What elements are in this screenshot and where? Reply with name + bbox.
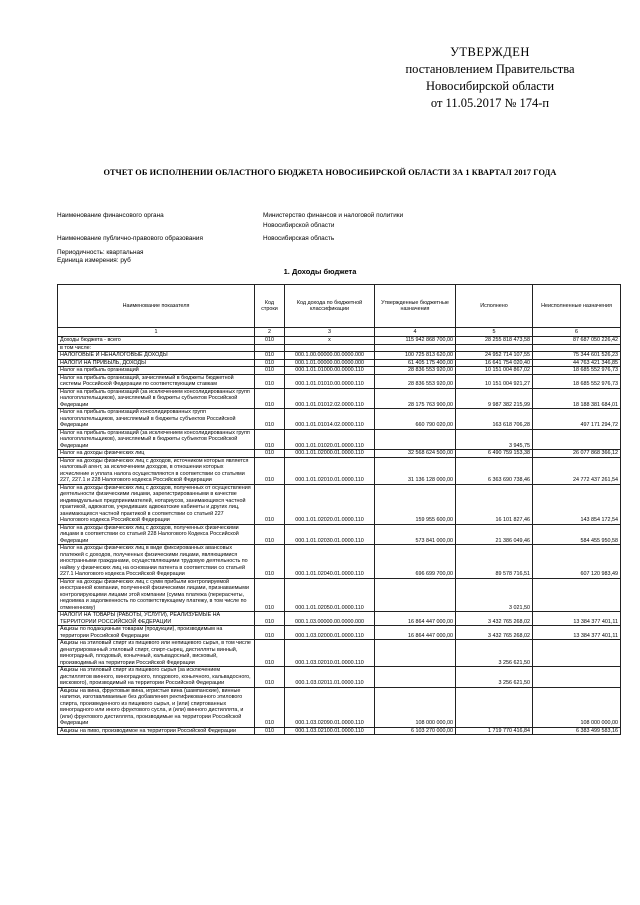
cell-executed: 163 618 706,28 — [456, 409, 533, 430]
cell-approved: 28 175 763 900,00 — [375, 388, 456, 409]
cell-name: Налог на доходы физических лиц в виде фиксированных авансовых платежей с доходов, полученных физическими лицами, являющимися иностранными гражданами, осуществляющими трудовую деятельность по найму у физических лиц на основании патента в соответствии со статьей 227.1 Налогового кодекса Российской Федерации — [58, 545, 255, 579]
cell-remaining: 13 384 377 401,11 — [533, 626, 621, 640]
cell-approved — [375, 578, 456, 612]
cell-line-code: 010 — [255, 337, 285, 345]
cell-remaining — [533, 640, 621, 667]
table-row — [58, 578, 621, 612]
cell-remaining: 87 687 050 226,42 — [533, 337, 621, 345]
cell-remaining: 13 384 377 401,11 — [533, 612, 621, 626]
cell-approved: 660 790 020,00 — [375, 409, 456, 430]
cell-name: Налог на прибыль организаций (за исключением консолидированных групп налогоплательщиков), зачисляемый в бюджеты субъектов Российской Федерации — [58, 429, 255, 450]
table-row — [58, 337, 621, 345]
table-row — [58, 687, 621, 727]
cell-name: Акцизы по подакцизным товарам (продукции), производимым на территории Российской Федерации — [58, 626, 255, 640]
section-title: 1. Доходы бюджета — [283, 267, 357, 276]
cell-income-code: 000.1.01.02040.01.0000.110 — [285, 545, 375, 579]
cell-executed: 21 386 049,46 — [456, 524, 533, 545]
header-executed: Исполнено — [456, 285, 533, 328]
cell-line-code: 010 — [255, 359, 285, 367]
col-number: 4 — [375, 328, 456, 337]
cell-name: Налог на доходы физических лиц с доходов, полученных физическими лицами в соответствии со статьей 228 Налогового Кодекса Российской Федерации — [58, 524, 255, 545]
table-row — [58, 667, 621, 688]
cell-executed: 3 945,75 — [456, 429, 533, 450]
cell-executed: 10 151 004 921,27 — [456, 374, 533, 388]
table-row — [58, 388, 621, 409]
cell-name: НАЛОГОВЫЕ И НЕНАЛОГОВЫЕ ДОХОДЫ — [58, 352, 255, 360]
cell-executed: 3 256 621,50 — [456, 640, 533, 667]
table-row — [58, 409, 621, 430]
cell-line-code: 010 — [255, 374, 285, 388]
table-row — [58, 352, 621, 360]
cell-income-code — [285, 344, 375, 352]
cell-line-code: 010 — [255, 367, 285, 375]
cell-income-code: 000.1.01.01020.01.0000.110 — [285, 429, 375, 450]
cell-executed: 10 151 004 867,02 — [456, 367, 533, 375]
cell-income-code: 000.1.01.01014.02.0000.110 — [285, 409, 375, 430]
cell-name: Акцизы на вина, фруктовые вина, игристые вина (шампанские), винные напитки, изготавливаемые без добавления ректификованного этилового спирта, произведенного из пищевого сырья, и (или) спиртованных виноградного или иного фруктового сусла, и (или) винного дистиллята, и (или) фруктового дистиллята, производимые на территории Российской Федерации — [58, 687, 255, 727]
table-row — [58, 429, 621, 450]
cell-executed: 3 432 765 268,02 — [456, 626, 533, 640]
cell-name: Налог на прибыль организаций — [58, 367, 255, 375]
cell-remaining: 18 188 381 684,01 — [533, 388, 621, 409]
cell-income-code: 000.1.01.01000.00.0000.110 — [285, 367, 375, 375]
cell-approved: 100 725 813 620,00 — [375, 352, 456, 360]
cell-name: Налог на доходы физических лиц — [58, 450, 255, 458]
cell-executed: 3 432 765 268,02 — [456, 612, 533, 626]
approval-line-1: УТВЕРЖДЕН — [450, 45, 530, 59]
cell-name: Налог на доходы физических лиц с доходов, источником которых является налоговый агент, за исключением доходов, в отношении которых исчисление и уплата налога осуществляются в соответствии со статьями 227, 227.1 и 228 Налогового кодекса Российской Федерации — [58, 457, 255, 484]
cell-name: в том числе: — [58, 344, 255, 352]
cell-income-code: 000.1.01.02010.01.0000.110 — [285, 457, 375, 484]
cell-executed: 6 363 690 738,46 — [456, 457, 533, 484]
cell-remaining: 6 383 499 583,16 — [533, 727, 621, 735]
cell-approved: 115 942 868 700,00 — [375, 337, 456, 345]
unit: Единица измерения: руб — [57, 257, 131, 264]
cell-remaining: 607 120 983,49 — [533, 545, 621, 579]
cell-line-code: 010 — [255, 352, 285, 360]
table-row — [58, 359, 621, 367]
cell-remaining — [533, 429, 621, 450]
cell-line-code: 010 — [255, 687, 285, 727]
cell-income-code: 000.1.01.00000.00.0000.000 — [285, 359, 375, 367]
cell-approved: 28 836 553 920,00 — [375, 374, 456, 388]
cell-executed: 28 255 818 473,58 — [456, 337, 533, 345]
cell-name: Акцизы на этиловый спирт из пищевого сырья (за исключением дистиллятов винного, виноградного, плодового, коньячного, кальвадосного, вискового), производимый на территории Российской Федерации — [58, 667, 255, 688]
approval-line-3: Новосибирской области — [425, 79, 555, 93]
table-row — [58, 374, 621, 388]
cell-income-code: 000.1.00.00000.00.0000.000 — [285, 352, 375, 360]
cell-remaining: 18 685 552 976,73 — [533, 374, 621, 388]
cell-remaining — [533, 667, 621, 688]
cell-line-code: 010 — [255, 727, 285, 735]
cell-line-code: 010 — [255, 388, 285, 409]
table-row — [58, 450, 621, 458]
cell-approved: 32 568 624 500,00 — [375, 450, 456, 458]
header-approved: Утвержденные бюджетные назначения — [375, 285, 456, 328]
cell-remaining: 75 344 601 526,23 — [533, 352, 621, 360]
cell-remaining: 143 854 172,54 — [533, 484, 621, 524]
cell-line-code: 010 — [255, 578, 285, 612]
cell-income-code: 000.1.01.02050.01.0000.110 — [285, 578, 375, 612]
cell-line-code — [255, 344, 285, 352]
cell-name: Налог на прибыль организаций (за исключением консолидированных групп налогоплательщиков), зачисляемый в бюджеты субъектов Российской Федерации — [58, 388, 255, 409]
table-row — [58, 545, 621, 579]
cell-line-code: 010 — [255, 409, 285, 430]
cell-approved — [375, 429, 456, 450]
fin-org-value-1: Министерство финансов и налоговой политики — [263, 212, 404, 219]
cell-executed: 9 987 382 215,99 — [456, 388, 533, 409]
cell-approved: 573 841 000,00 — [375, 524, 456, 545]
cell-name: Налог на прибыль организаций, зачисляемый в бюджеты бюджетной системы Российской Федерации по соответствующим ставкам — [58, 374, 255, 388]
cell-approved: 16 864 447 000,00 — [375, 612, 456, 626]
cell-remaining: 44 763 421 346,85 — [533, 359, 621, 367]
cell-income-code: 000.1.03.02011.01.0000.110 — [285, 667, 375, 688]
cell-approved: 696 699 700,00 — [375, 545, 456, 579]
header-line-code: Код строки — [255, 285, 285, 328]
cell-executed: 24 952 714 107,55 — [456, 352, 533, 360]
cell-executed: 3 256 621,50 — [456, 667, 533, 688]
cell-executed — [456, 344, 533, 352]
cell-income-code: 000.1.03.02100.01.0000.110 — [285, 727, 375, 735]
cell-executed: 6 490 759 153,38 — [456, 450, 533, 458]
cell-income-code: x — [285, 337, 375, 345]
cell-income-code: 000.1.03.00000.00.0000.000 — [285, 612, 375, 626]
cell-line-code: 010 — [255, 484, 285, 524]
cell-income-code: 000.1.03.02000.01.0000.110 — [285, 626, 375, 640]
col-number: 2 — [255, 328, 285, 337]
cell-name: НАЛОГИ НА ТОВАРЫ (РАБОТЫ, УСЛУГИ), РЕАЛИЗУЕМЫЕ НА ТЕРРИТОРИИ РОССИЙСКОЙ ФЕДЕРАЦИИ — [58, 612, 255, 626]
approval-stamp — [390, 44, 590, 112]
cell-income-code: 000.1.01.01010.00.0000.110 — [285, 374, 375, 388]
col-number: 1 — [58, 328, 255, 337]
cell-approved — [375, 667, 456, 688]
table-row — [58, 484, 621, 524]
fin-org-label: Наименование финансового органа — [57, 212, 164, 219]
cell-income-code: 000.1.03.02090.01.0000.110 — [285, 687, 375, 727]
table-row — [58, 640, 621, 667]
cell-name: Налог на прибыль организаций консолидированных групп налогоплательщиков, зачисляемый в бюджеты субъектов Российской Федерации — [58, 409, 255, 430]
cell-name: Налог на доходы физических лиц с сумм прибыли контролируемой иностранной компании, полученной физическими лицами, признаваемыми контролирующими лицами этой компании (сумма платежа (перерасчеты, недоимка и задолженность по соответствующему платежу, в том числе по отмененному) — [58, 578, 255, 612]
cell-approved: 16 864 447 000,00 — [375, 626, 456, 640]
table-row — [58, 524, 621, 545]
header-income-code: Код дохода по бюджетной классификации — [285, 285, 375, 328]
cell-remaining: 26 077 868 366,12 — [533, 450, 621, 458]
table-row — [58, 344, 621, 352]
table-row — [58, 626, 621, 640]
cell-remaining: 24 772 437 261,54 — [533, 457, 621, 484]
cell-income-code: 000.1.01.02000.01.0000.110 — [285, 450, 375, 458]
pub-entity-value: Новосибирская область — [263, 235, 335, 242]
cell-executed: 16 101 827,46 — [456, 484, 533, 524]
cell-name: Акцизы на этиловый спирт из пищевого или непищевого сырья, в том числе денатурированный этиловый спирт, спирт-сырец, дистилляты винный, виноградный, плодовый, коньячный, кальвадосный, висковый, производимый на территории Российской Федерации — [58, 640, 255, 667]
cell-name: Акцизы на пиво, производимое на территории Российской Федерации — [58, 727, 255, 735]
cell-executed: 16 641 754 020,40 — [456, 359, 533, 367]
cell-approved: 61 405 175 400,00 — [375, 359, 456, 367]
cell-income-code: 000.1.01.02020.01.0000.110 — [285, 484, 375, 524]
cell-remaining — [533, 344, 621, 352]
table-row — [58, 367, 621, 375]
cell-name: Налог на доходы физических лиц с доходов, полученных от осуществления деятельности физическими лицами, зарегистрированными в качестве индивидуальных предпринимателей, нотариусов, занимающихся частной практикой, адвокатов, учредивших адвокатские кабинеты и других лиц, занимающихся частной практикой в соответствии со статьей 227 Налогового кодекса Российской Федерации — [58, 484, 255, 524]
cell-executed — [456, 687, 533, 727]
cell-income-code: 000.1.03.02010.01.0000.110 — [285, 640, 375, 667]
cell-remaining — [533, 578, 621, 612]
cell-line-code: 010 — [255, 450, 285, 458]
header-remaining: Неисполненные назначения — [533, 285, 621, 328]
cell-line-code: 010 — [255, 457, 285, 484]
approval-line-4: от 11.05.2017 № 174-п — [430, 96, 550, 110]
cell-remaining: 584 455 950,58 — [533, 524, 621, 545]
cell-remaining: 18 685 552 976,73 — [533, 367, 621, 375]
cell-remaining: 497 171 294,72 — [533, 409, 621, 430]
cell-line-code: 010 — [255, 640, 285, 667]
cell-executed: 89 578 716,51 — [456, 545, 533, 579]
pub-entity-label: Наименование публично-правового образования — [57, 235, 203, 242]
cell-line-code: 010 — [255, 626, 285, 640]
cell-line-code: 010 — [255, 545, 285, 579]
periodicity: Периодичность: квартальная — [57, 249, 144, 256]
cell-line-code: 010 — [255, 429, 285, 450]
table-header-row — [58, 285, 621, 328]
cell-approved: 108 000 000,00 — [375, 687, 456, 727]
cell-approved — [375, 640, 456, 667]
cell-executed: 3 021,50 — [456, 578, 533, 612]
cell-remaining: 108 000 000,00 — [533, 687, 621, 727]
table-row — [58, 457, 621, 484]
cell-executed: 1 719 770 416,84 — [456, 727, 533, 735]
cell-name: НАЛОГИ НА ПРИБЫЛЬ, ДОХОДЫ — [58, 359, 255, 367]
table-row — [58, 727, 621, 735]
col-number: 6 — [533, 328, 621, 337]
table-row — [58, 612, 621, 626]
cell-approved: 6 103 270 000,00 — [375, 727, 456, 735]
approval-line-2: постановлением Правительства — [405, 62, 575, 76]
revenue-table — [57, 284, 621, 735]
cell-line-code: 010 — [255, 524, 285, 545]
cell-approved: 159 955 600,00 — [375, 484, 456, 524]
column-number-row — [58, 328, 621, 337]
col-number: 3 — [285, 328, 375, 337]
cell-approved: 31 136 128 000,00 — [375, 457, 456, 484]
col-number: 5 — [456, 328, 533, 337]
cell-line-code: 010 — [255, 612, 285, 626]
cell-income-code: 000.1.01.02030.01.0000.110 — [285, 524, 375, 545]
cell-approved: 28 836 553 920,00 — [375, 367, 456, 375]
header-name: Наименование показателя — [58, 285, 255, 328]
cell-name: Доходы бюджета - всего — [58, 337, 255, 345]
cell-income-code: 000.1.01.01012.02.0000.110 — [285, 388, 375, 409]
cell-approved — [375, 344, 456, 352]
cell-line-code: 010 — [255, 667, 285, 688]
fin-org-value-2: Новосибирской области — [263, 222, 335, 229]
report-title: ОТЧЕТ ОБ ИСПОЛНЕНИИ ОБЛАСТНОГО БЮДЖЕТА НОВОСИБИРСКОЙ ОБЛАСТИ ЗА 1 КВАРТАЛ 2017 ГОДА — [103, 168, 557, 177]
